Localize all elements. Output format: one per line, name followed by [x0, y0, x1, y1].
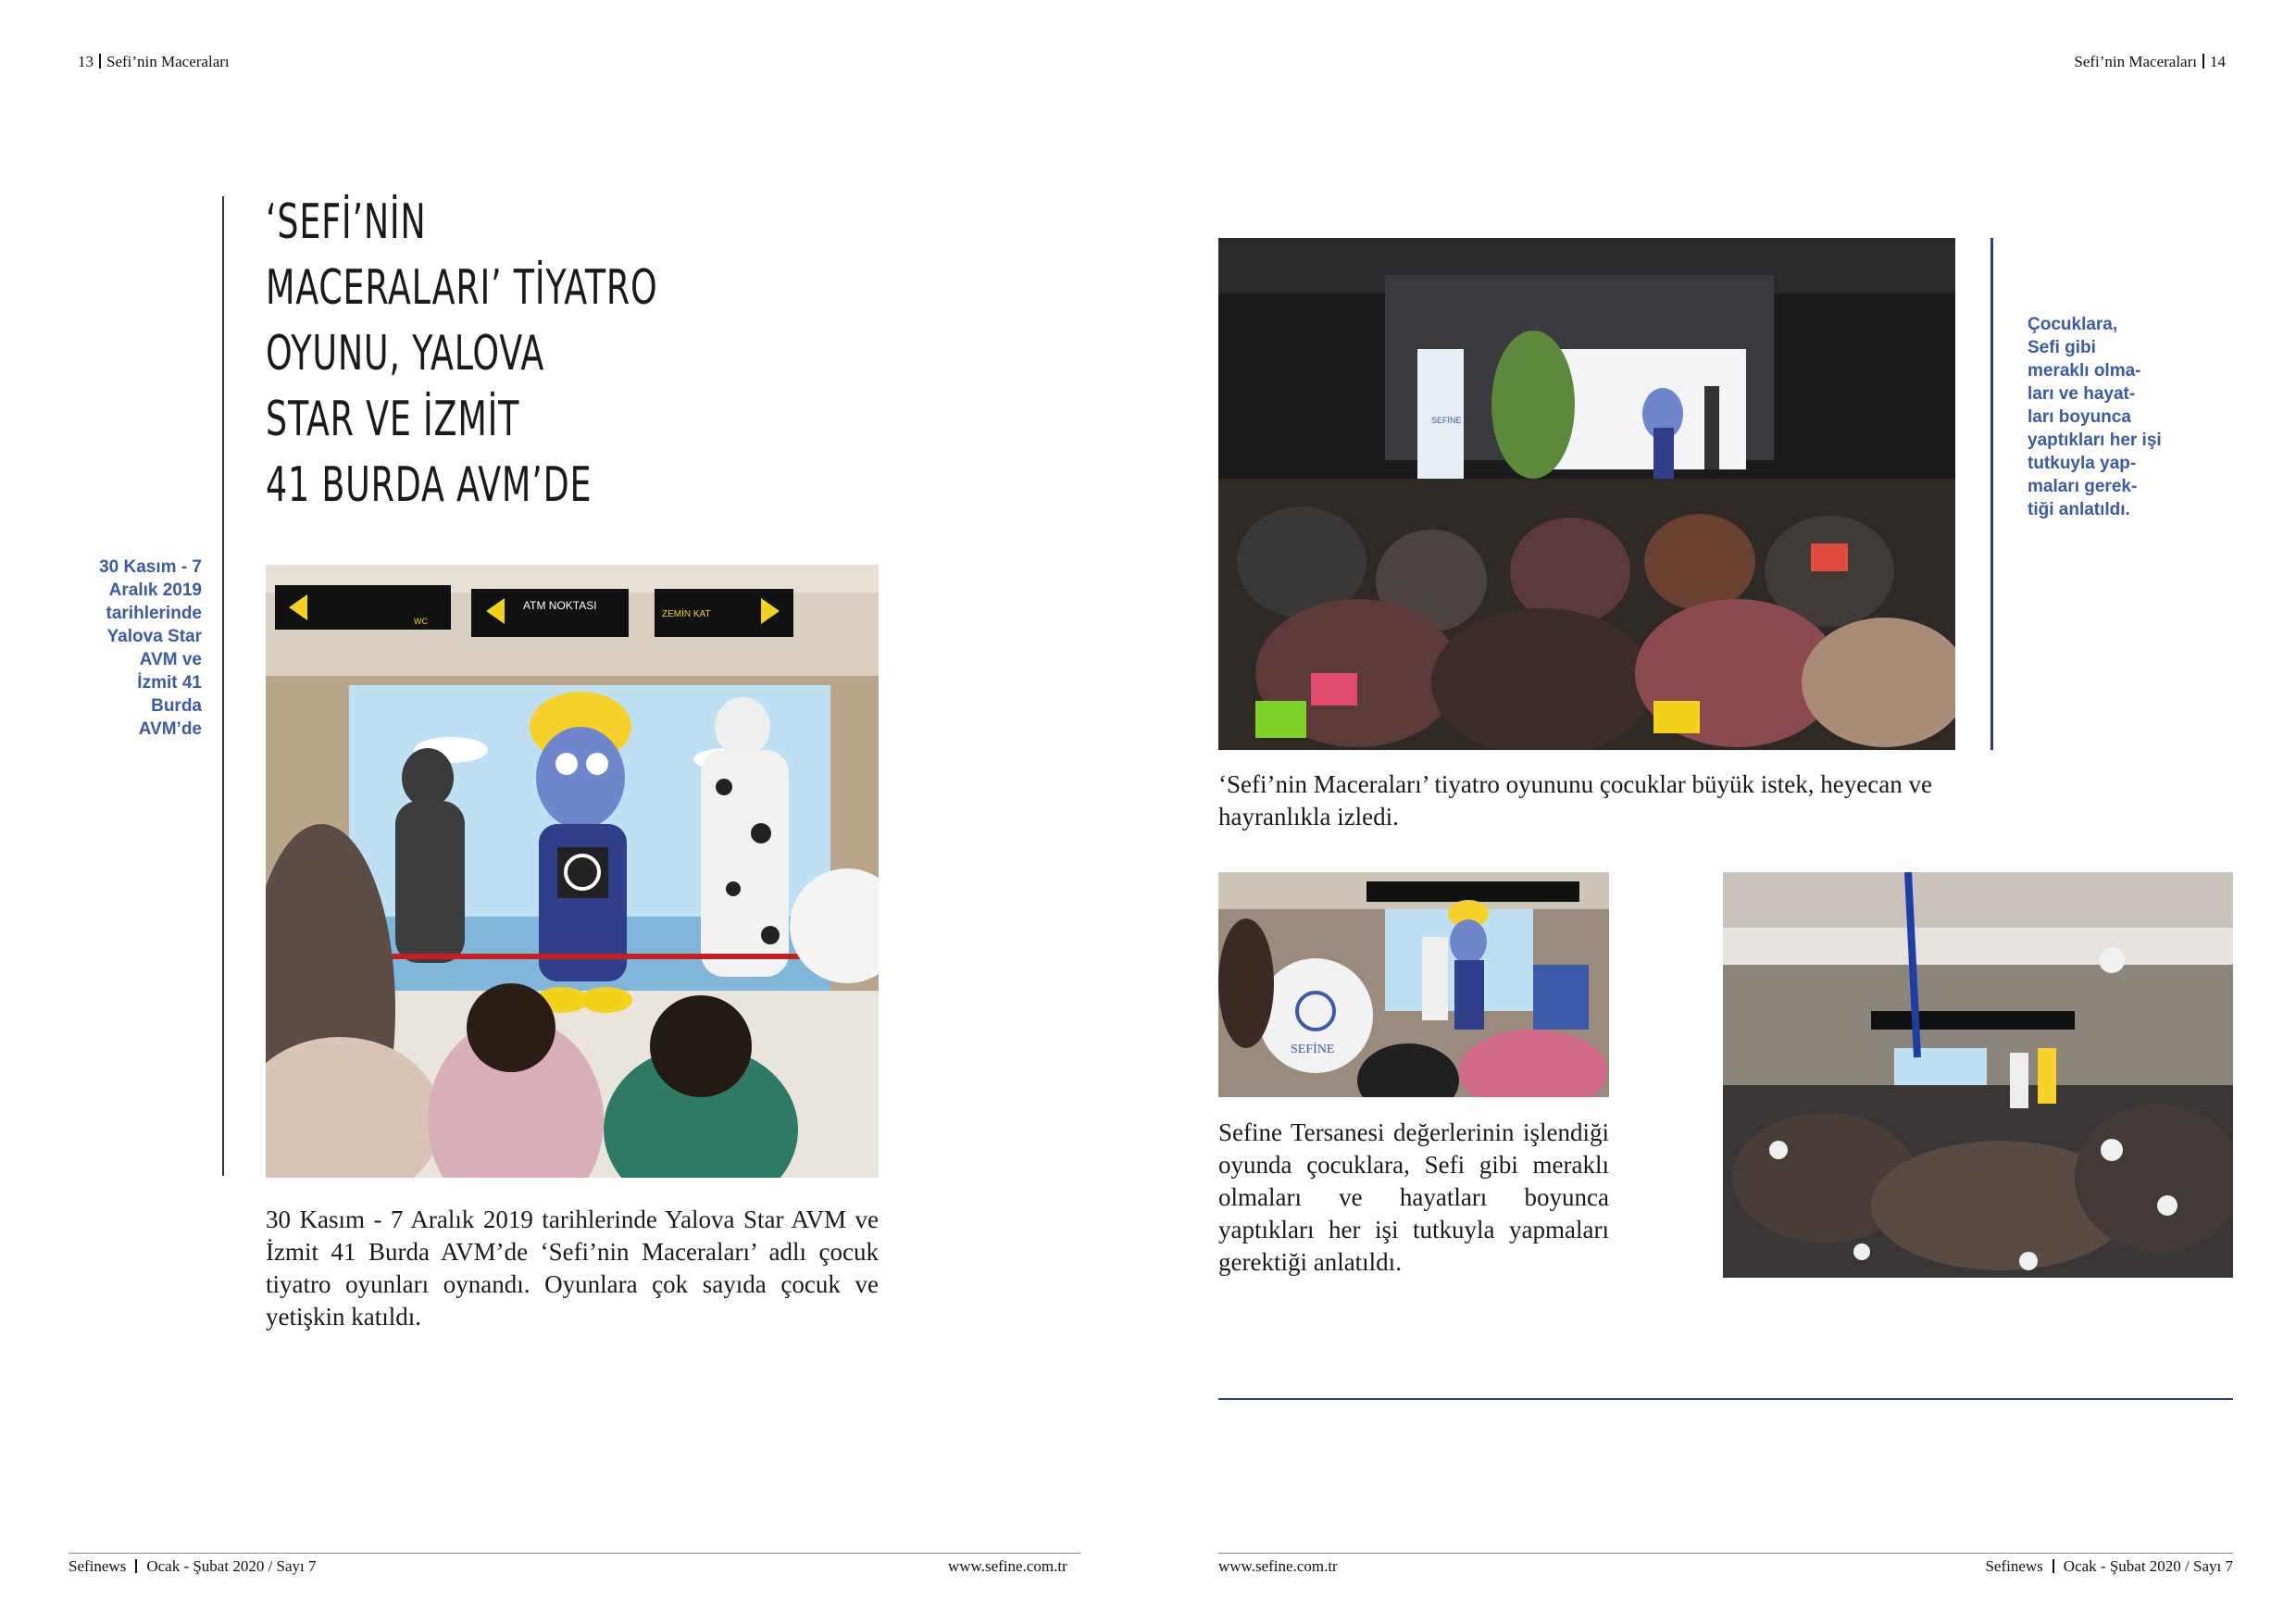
right-footer-issue: Ocak - Şubat 2020 / Sayı 7 [2063, 1557, 2233, 1575]
left-footer [69, 1557, 317, 1576]
left-footer-issue: Ocak - Şubat 2020 / Sayı 7 [146, 1557, 317, 1575]
balloon-text: SEFİNE [1291, 1043, 1335, 1056]
side-note-right: Çocuklara, Sefi gibi meraklı olma- ları ve hayat- ları boyunca yaptıkları her işi tutkuyla yap- maları gerek- tiği anlatıldı. [2028, 315, 2162, 519]
right-footer-brand: Sefinews [1985, 1557, 2043, 1575]
article-title [266, 190, 658, 518]
right-footer [1985, 1557, 2233, 1576]
photo-mascots-stage [266, 565, 879, 1178]
photo-mall-crowd-aerial [1723, 872, 2233, 1278]
title-line: 41 BURDA AVM’DE [266, 457, 593, 513]
sign-atm: ATM NOKTASI [523, 599, 597, 612]
title-line: STAR VE İZMİT [266, 392, 520, 447]
left-footer-brand: Sefinews [69, 1557, 127, 1575]
left-footer-rule [69, 1553, 1080, 1554]
photo-balloon-mascot [1218, 872, 1609, 1097]
left-header-title: Sefi’nin Maceraları [106, 53, 230, 70]
right-footer-url[interactable]: www.sefine.com.tr [1218, 1557, 1338, 1575]
left-page-number: 13 [78, 53, 94, 70]
right-header-title: Sefi’nin Maceraları [2074, 53, 2197, 70]
right-blue-rule [1218, 1398, 2233, 1400]
right-footer-rule [1218, 1553, 2233, 1554]
caption-values: Sefine Tersanesi değerlerinin işlendiği oyunda çocuklara, Sefi gibi meraklı olmaları ve hayatları boyunca yaptıkları her işi tutkuyla yapmaları gerektiği anlatıldı. [1218, 1118, 1609, 1276]
sign-zemin: ZEMİN KAT [662, 609, 711, 619]
right-running-header [2074, 53, 2226, 71]
left-running-header [78, 53, 230, 71]
photo-audience-stage [1218, 238, 1955, 750]
title-line: OYUNU, YALOVA [266, 326, 545, 381]
title-line: ‘SEFİ’NİN [266, 194, 427, 250]
sign-wc: WC [414, 617, 428, 626]
right-vertical-rule [1990, 238, 1993, 750]
svg-text:SEFİNE: SEFİNE [1431, 416, 1462, 425]
left-vertical-rule [222, 196, 224, 1176]
title-line: MACERALARI’ TİYATRO [266, 260, 658, 316]
left-footer-url[interactable]: www.sefine.com.tr [948, 1557, 1067, 1575]
caption-stage: ‘Sefi’nin Maceraları’ tiyatro oyununu çocuklar büyük istek, heyecan ve hayranlıkla izledi. [1218, 770, 1932, 831]
side-note-left: 30 Kasım - 7 Aralık 2019 tarihlerinde Yalova Star AVM ve İzmit 41 Burda AVM’de [99, 557, 202, 739]
right-page-number: 14 [2210, 53, 2226, 70]
intro-paragraph: 30 Kasım - 7 Aralık 2019 tarihlerinde Yalova Star AVM ve İzmit 41 Burda AVM’de ‘Sefi’nin Maceraları’ adlı çocuk tiyatro oyunları oynandı. Oyunlara çok sayıda çocuk ve yetişkin katıldı. [266, 1206, 879, 1330]
